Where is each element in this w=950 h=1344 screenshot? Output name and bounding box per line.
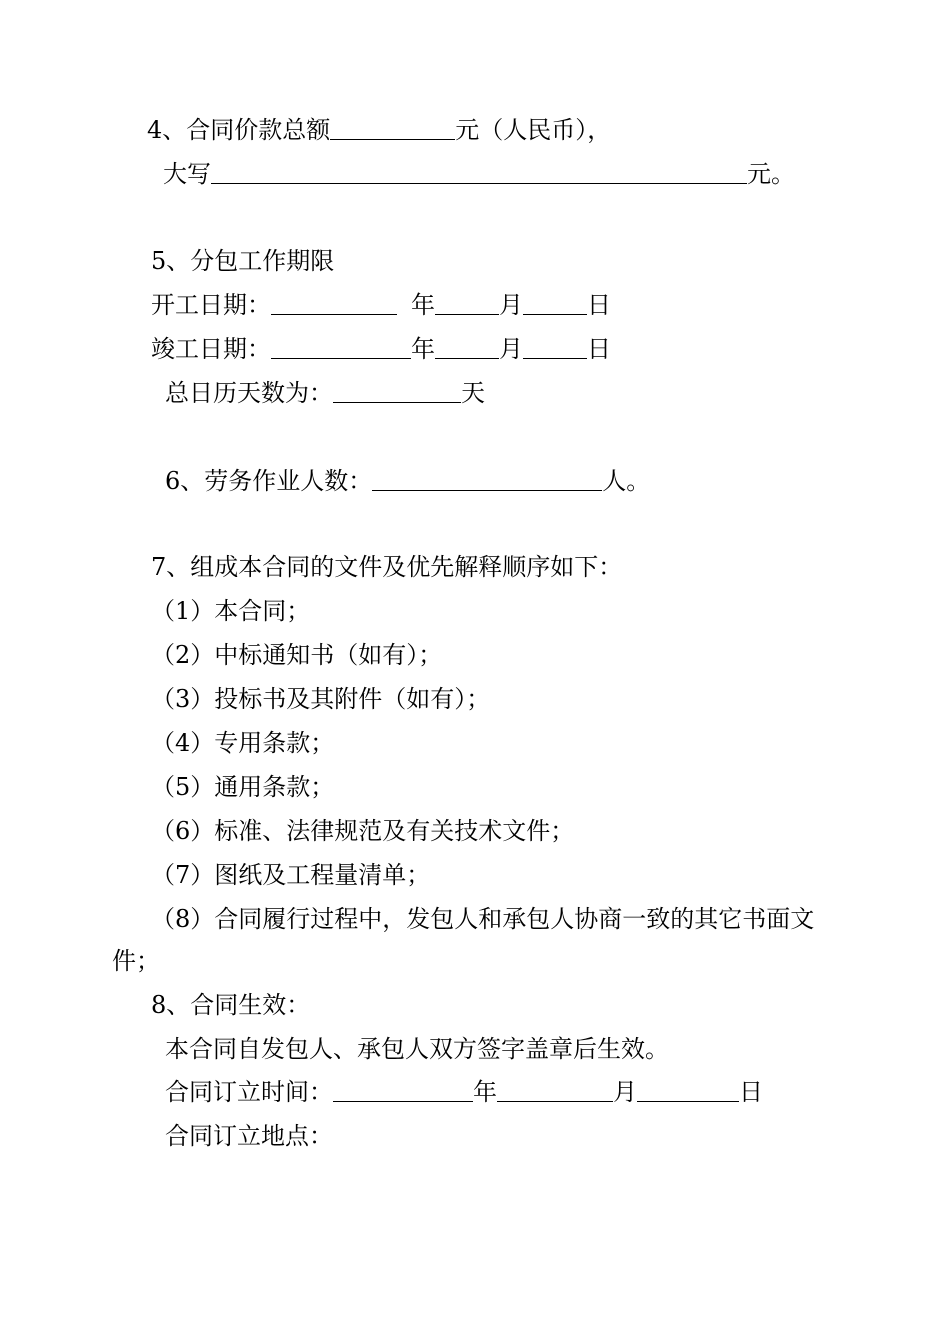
document-item: （4）专用条款； <box>151 729 335 757</box>
document-item: （2）中标通知书（如有）； <box>151 641 443 669</box>
document-item: （5）通用条款； <box>151 773 335 801</box>
month-label: 月 <box>613 1078 637 1106</box>
day-label: 日 <box>587 335 611 363</box>
sign-year-blank[interactable] <box>333 1077 473 1102</box>
worker-count-label: 6、劳务作业人数： <box>165 467 373 495</box>
worker-count-blank[interactable] <box>372 466 602 491</box>
worker-count-line <box>165 466 650 496</box>
contract-price-unit: 元（人民币）， <box>455 116 612 144</box>
sign-place-line <box>165 1121 333 1151</box>
sign-month-blank[interactable] <box>497 1077 613 1102</box>
contract-price-blank[interactable] <box>330 115 455 140</box>
year-label: 年 <box>411 291 435 319</box>
contract-price-words-line <box>163 159 795 189</box>
end-date-line <box>151 334 611 364</box>
day-label: 日 <box>587 291 611 319</box>
document-item-continuation: 件； <box>112 947 160 975</box>
daxie-label: 大写 <box>163 160 211 188</box>
contract-price-line <box>147 115 611 145</box>
day-label: 日 <box>739 1078 763 1106</box>
daxie-blank[interactable] <box>211 159 747 184</box>
total-days-label: 总日历天数为： <box>165 379 333 407</box>
end-year-blank[interactable] <box>271 334 411 359</box>
document-item: （6）标准、法律规范及有关技术文件； <box>151 817 575 845</box>
sign-place-label: 合同订立地点： <box>165 1122 333 1150</box>
start-date-line <box>151 290 611 320</box>
document-item: （3）投标书及其附件（如有）； <box>151 685 491 713</box>
sign-day-blank[interactable] <box>637 1077 739 1102</box>
document-item: （7）图纸及工程量清单； <box>151 861 431 889</box>
month-label: 月 <box>499 291 523 319</box>
end-month-blank[interactable] <box>435 334 499 359</box>
year-label: 年 <box>473 1078 497 1106</box>
start-day-blank[interactable] <box>523 290 587 315</box>
worker-count-unit: 人。 <box>602 467 651 495</box>
end-date-label: 竣工日期： <box>151 335 271 363</box>
sign-time-line <box>165 1077 763 1107</box>
work-period-heading: 5、分包工作期限 <box>151 247 335 275</box>
document-item: （1）本合同； <box>151 597 311 625</box>
start-date-label: 开工日期： <box>151 291 271 319</box>
start-year-blank[interactable] <box>271 290 397 315</box>
effect-heading: 8、合同生效： <box>151 991 311 1019</box>
effect-text: 本合同自发包人、承包人双方签字盖章后生效。 <box>165 1035 669 1063</box>
total-days-line <box>165 378 485 408</box>
document-item: （8）合同履行过程中，发包人和承包人协商一致的其它书面文 <box>151 905 815 933</box>
contract-price-label: 4、合同价款总额 <box>147 116 331 144</box>
year-label: 年 <box>411 335 435 363</box>
month-label: 月 <box>499 335 523 363</box>
total-days-unit: 天 <box>461 379 485 407</box>
start-month-blank[interactable] <box>435 290 499 315</box>
sign-time-label: 合同订立时间： <box>165 1078 333 1106</box>
daxie-suffix: 元。 <box>747 160 795 188</box>
total-days-blank[interactable] <box>333 378 461 403</box>
documents-heading: 7、组成本合同的文件及优先解释顺序如下： <box>151 553 623 581</box>
end-day-blank[interactable] <box>523 334 587 359</box>
